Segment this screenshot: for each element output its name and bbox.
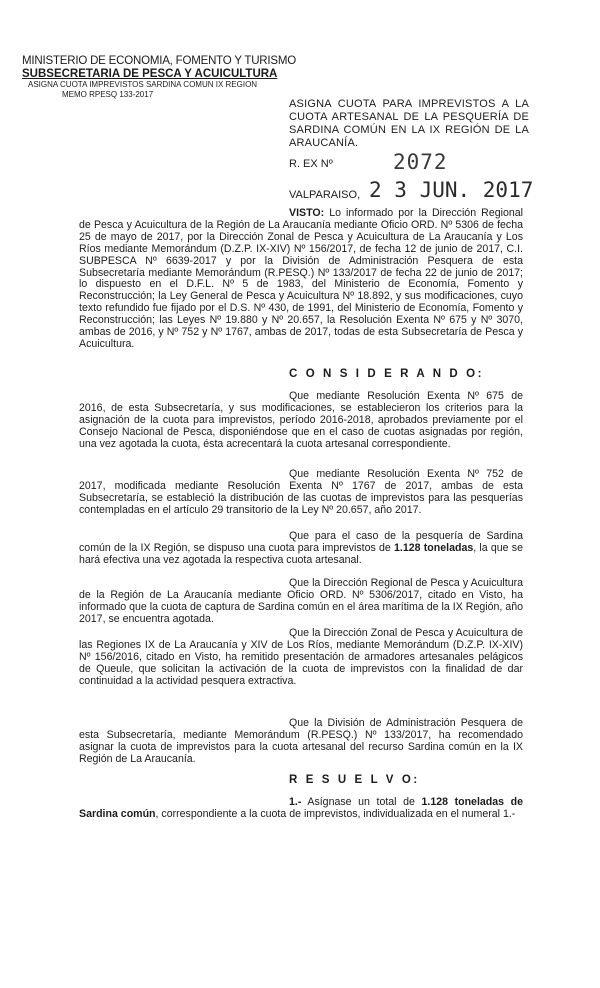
considerando-paragraph-4	[79, 578, 523, 626]
memo-reference: MEMO RPESQ 133-2017	[62, 90, 154, 99]
rex-number-stamp: 2072	[393, 150, 448, 174]
considerando-p6-text: Que la División de Administración Pesquera de esta Subsecretaría, mediante Memorándum (R.PESQ.) Nº 133/2017, ha recomendado asignar la cuota de imprevistos para la cuota artesanal del recurso Sardina común en la IX Región de La Araucanía.	[79, 717, 523, 765]
resuelvo-title: R E S U E L V O:	[289, 774, 420, 786]
visto-text: Lo informado por la Dirección Regional de Pesca y Acuicultura de la Región de La Araucanía mediante Oficio ORD. Nº 5306 de fecha 25 de mayo de 2017, por la Dirección Zonal de Pesca y Acuicultura de La Araucanía y Los Ríos mediante Memorándum (D.Z.P. IX-XIV) Nº 156/2017, de fecha 12 de junio de 2017, C.I. SUBPESCA Nº 6639-2017 y por la División de Administración Pesquera de esta Subsecretaría mediante Memorándum (R.PESQ.) Nº 133/2017 de fecha 22 de junio de 2017; lo dispuesto en el D.F.L. Nº 5 de 1983, del Ministerio de Economía, Fomento y Reconstrucción; la Ley General de Pesca y Acuicultura Nº 18.892, y sus modificaciones, cuyo texto refundido fue fijado por el D.S. Nº 430, de 1991, del Ministerio de Economía, Fomento y Reconstrucción; las Leyes Nº 19.880 y Nº 20.657, la Resolución Exenta Nº 675 y Nº 3070, ambas de 2016, y Nº 752 y Nº 1767, ambas de 2017, todas de esta Subsecretaría de Pesca y Acuicultura.	[79, 207, 523, 350]
resolution-subject: ASIGNA CUOTA PARA IMPREVISTOS A LA CUOTA ARTESANAL DE LA PESQUERÍA DE SARDINA COMÚN EN LA IX REGIÓN DE LA ARAUCANÍA.	[289, 98, 529, 149]
resuelvo-item-1-c: , correspondiente a la cuota de imprevistos, individualizada en el numeral 1.-	[155, 807, 516, 820]
considerando-title: C O N S I D E R A N D O:	[289, 368, 485, 380]
visto-paragraph	[79, 208, 523, 351]
considerando-paragraph-3	[79, 531, 523, 567]
letterhead	[22, 56, 296, 99]
subsecretaria-name: SUBSECRETARIA DE PESCA Y ACUICULTURA	[22, 67, 278, 80]
considerando-paragraph-6	[79, 718, 523, 766]
ministry-name: MINISTERIO DE ECONOMIA, FOMENTO Y TURISMO	[22, 55, 297, 67]
rex-label: R. EX Nº	[289, 158, 333, 170]
resuelvo-item-1-number: 1.-	[289, 796, 302, 808]
considerando-p3-tonnage: 1.128 toneladas	[394, 541, 474, 554]
visto-label: VISTO:	[289, 207, 325, 219]
resuelvo-item-1-tonnage: 1.128 toneladas de Sardina común	[79, 796, 523, 820]
considerando-p5-text: Que la Dirección Zonal de Pesca y Acuicultura de las Regiones IX de La Araucanía y XIV de Los Ríos, mediante Memorándum (D.Z.P. IX-XIV) Nº 156/2016, citado en Visto, ha remitido presentación de armadores artesanales pelágicos de Queule, que solicitan la activación de la cuota de imprevistos con la finalidad de dar continuidad a la actividad pesquera extractiva.	[79, 627, 523, 687]
city-label: VALPARAISO,	[289, 189, 361, 201]
date-stamp: 2 3 JUN. 2017	[369, 178, 534, 202]
considerando-p4-text: Que la Dirección Regional de Pesca y Acuicultura de la Región de La Araucanía mediante Oficio ORD. Nº 5306/2017, citado en Visto, ha informado que la cuota de captura de Sardina común en el área marítima de la IX Región, año 2017, se encuentra agotada.	[79, 577, 523, 625]
considerando-paragraph-1	[79, 391, 523, 451]
header-subject-line: ASIGNA CUOTA IMPREVISTOS SARDINA COMUN IX REGION	[28, 80, 258, 89]
considerando-p1-text: Que mediante Resolución Exenta Nº 675 de 2016, de esta Subsecretaría, y sus modificaciones, se establecieron los criterios para la asignación de la cuota para imprevistos, período 2016-2018, aprobados previamente por el Consejo Nacional de Pesca, disponiéndose que en el caso de cuotas asignadas por región, una vez agotada la cuota, ésta acrecentará la cuota artesanal correspondiente.	[79, 390, 523, 450]
considerando-paragraph-5	[79, 628, 523, 688]
considerando-p3-c: , la que se hará efectiva una vez agotada la respectiva cuota artesanal.	[79, 541, 523, 566]
considerando-p2-text: Que mediante Resolución Exenta Nº 752 de 2017, modificada mediante Resolución Exenta Nº 1767 de 2017, ambas de esta Subsecretaría, se estableció la distribución de las cuotas de imprevistos para las pesquerías contempladas en el artículo 29 transitorio de la Ley Nº 20.657, año 2017.	[79, 468, 523, 516]
considerando-paragraph-2	[79, 469, 523, 517]
considerando-p3-a: Que para el caso de la pesquería de Sardina común de la IX Región, se dispuso una cuota para imprevistos de	[79, 530, 523, 554]
resuelvo-item-1-a: Asígnase un total de	[301, 796, 422, 808]
resuelvo-item-1	[79, 797, 523, 821]
